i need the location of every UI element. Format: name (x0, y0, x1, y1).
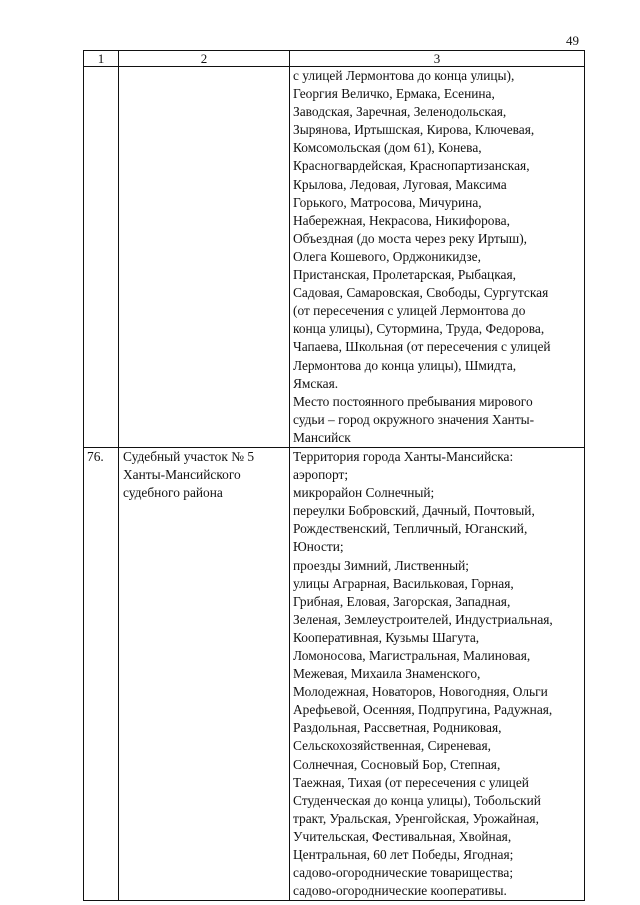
territory-line: Ломоносова, Магистральная, Малиновая, (293, 648, 531, 663)
territory-line: Набережная, Некрасова, Никифорова, (293, 212, 510, 228)
header-column-3: 3 (290, 51, 585, 67)
territory-line: садово-огороднические товарищества; (293, 865, 514, 881)
territory-line: тракт, Уральская, Уренгойская, Урожайная, (293, 810, 539, 826)
header-column-2: 2 (119, 51, 290, 67)
territory-line: Сельскохозяйственная, Сиреневая, (293, 738, 492, 754)
territory-line: Солнечная, Сосновый Бор, Степная, (293, 756, 501, 772)
court-name-line: Судебный участок № 5 (123, 448, 255, 464)
page-number: 49 (566, 33, 579, 48)
territory-line: Молодежная, Новаторов, Новогодняя, Ольги (293, 684, 548, 700)
territory-line: Георгия Величко, Ермака, Есенина, (293, 86, 495, 102)
territory-line: Горького, Матросова, Мичурина, (293, 194, 482, 210)
territory-line: Крылова, Ледовая, Луговая, Максима (293, 176, 507, 192)
territory-line: судьи – город окружного значения Ханты- (293, 411, 535, 427)
territory-line: Арефьевой, Осенняя, Подпругина, Радужная, (293, 702, 553, 718)
territory-line: Пристанская, Пролетарская, Рыбацкая, (293, 267, 516, 283)
territory-line: Рождественский, Тепличный, Юганский, (293, 521, 528, 537)
territory-line: с улицей Лермонтова до конца улицы), (293, 68, 515, 83)
court-name-line: судебного района (123, 485, 223, 501)
court-districts-table (83, 50, 585, 901)
territory-line: Место постоянного пребывания мирового (293, 393, 533, 409)
territory-line: Объездная (до моста через реку Иртыш), (293, 230, 527, 246)
territory-line: Юности; (293, 539, 344, 555)
territory-line: аэропорт; (293, 467, 349, 483)
table-row (84, 447, 585, 900)
territory-line: Чапаева, Школьная (от пересечения с улицей (293, 339, 551, 355)
table-row (84, 67, 585, 448)
territory-line: проезды Зимний, Лиственный; (293, 557, 470, 573)
territory-line: Раздольная, Рассветная, Родниковая, (293, 720, 502, 736)
territory-cell (290, 447, 585, 900)
header-column-1: 1 (84, 51, 119, 67)
territory-line: Центральная, 60 лет Победы, Ягодная; (293, 847, 514, 863)
territory-line: Грибная, Еловая, Загорская, Западная, (293, 593, 511, 609)
territory-line: переулки Бобровский, Дачный, Почтовый, (293, 503, 535, 519)
territory-line: Комсомольская (дом 61), Конева, (293, 140, 482, 156)
territory-line: Олега Кошевого, Орджоникидзе, (293, 248, 481, 264)
table-header-row (84, 51, 585, 67)
territory-line: Ямская. (293, 375, 339, 391)
territory-line: Лермонтова до конца улицы), Шмидта, (293, 357, 517, 373)
row-number-cell (84, 67, 119, 448)
territory-line: Красногвардейская, Краснопартизанская, (293, 158, 530, 174)
court-name-line: Ханты-Мансийского (123, 467, 241, 483)
territory-line: Зеленая, Землеустроителей, Индустриальная, (293, 611, 553, 627)
territory-line: улицы Аграрная, Васильковая, Горная, (293, 575, 514, 591)
territory-line: микрорайон Солнечный; (293, 485, 435, 501)
territory-line: Зырянова, Иртышская, Кирова, Ключевая, (293, 122, 535, 138)
court-name-cell (119, 447, 290, 900)
territory-line: Территория города Ханты-Мансийска: (293, 448, 514, 464)
territory-line: Учительская, Фестивальная, Хвойная, (293, 828, 512, 844)
court-name-cell (119, 67, 290, 448)
territory-line: Таежная, Тихая (от пересечения с улицей (293, 774, 529, 790)
territory-line: (от пересечения с улицей Лермонтова до (293, 303, 526, 319)
territory-line: Межевая, Михаила Знаменского, (293, 666, 481, 682)
territory-line: конца улицы), Сутормина, Труда, Федорова, (293, 321, 545, 337)
territory-line: Кооперативная, Кузьмы Шагута, (293, 629, 480, 645)
territory-line: Студенческая до конца улицы), Тобольский (293, 792, 541, 808)
territory-cell (290, 67, 585, 448)
territory-line: садово-огороднические кооперативы. (293, 883, 507, 899)
territory-line: Заводская, Заречная, Зеленодольская, (293, 104, 507, 120)
row-number-cell: 76. (84, 447, 119, 900)
territory-line: Мансийск (293, 429, 351, 445)
territory-line: Садовая, Самаровская, Свободы, Сургутская (293, 285, 549, 301)
